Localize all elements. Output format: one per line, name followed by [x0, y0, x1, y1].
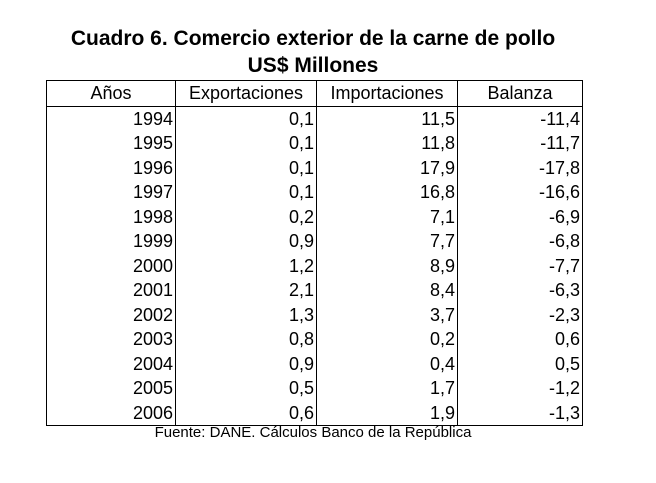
exports-cell: 1,2	[176, 254, 317, 279]
imports-cell: 16,8	[317, 180, 458, 205]
imports-cell: 11,5	[317, 106, 458, 131]
balance-cell: 0,6	[458, 327, 583, 352]
exports-cell: 0,1	[176, 131, 317, 156]
balance-cell: -6,9	[458, 205, 583, 230]
header-row	[47, 81, 583, 107]
exports-cell: 2,1	[176, 278, 317, 303]
trade-table	[46, 80, 583, 426]
table-row	[47, 106, 583, 131]
table-row	[47, 180, 583, 205]
table-row	[47, 401, 583, 426]
year-cell: 2004	[47, 352, 176, 377]
year-cell: 2002	[47, 303, 176, 328]
table-row	[47, 278, 583, 303]
imports-cell: 1,9	[317, 401, 458, 426]
exports-cell: 0,2	[176, 205, 317, 230]
year-cell: 1998	[47, 205, 176, 230]
col-header-years: Años	[47, 81, 176, 107]
balance-cell: -1,2	[458, 376, 583, 401]
table-row	[47, 205, 583, 230]
exports-cell: 0,9	[176, 229, 317, 254]
imports-cell: 7,7	[317, 229, 458, 254]
table-subtitle: US$ Millones	[247, 54, 379, 77]
exports-cell: 1,3	[176, 303, 317, 328]
year-cell: 1997	[47, 180, 176, 205]
balance-cell: -11,7	[458, 131, 583, 156]
table-title: Cuadro 6. Comercio exterior de la carne de pollo	[70, 27, 556, 50]
col-header-imports: Importaciones	[317, 81, 458, 107]
balance-cell: -16,6	[458, 180, 583, 205]
table-row	[47, 254, 583, 279]
exports-cell: 0,6	[176, 401, 317, 426]
balance-cell: -6,8	[458, 229, 583, 254]
imports-cell: 8,9	[317, 254, 458, 279]
year-cell: 1995	[47, 131, 176, 156]
imports-cell: 7,1	[317, 205, 458, 230]
year-cell: 1994	[47, 106, 176, 131]
table-row	[47, 376, 583, 401]
imports-cell: 0,4	[317, 352, 458, 377]
balance-cell: -1,3	[458, 401, 583, 426]
col-header-exports: Exportaciones	[176, 81, 317, 107]
balance-cell: 0,5	[458, 352, 583, 377]
balance-cell: -7,7	[458, 254, 583, 279]
imports-cell: 0,2	[317, 327, 458, 352]
table-row	[47, 229, 583, 254]
imports-cell: 3,7	[317, 303, 458, 328]
table-row	[47, 131, 583, 156]
balance-cell: -17,8	[458, 156, 583, 181]
year-cell: 1999	[47, 229, 176, 254]
exports-cell: 0,1	[176, 180, 317, 205]
exports-cell: 0,8	[176, 327, 317, 352]
table-row	[47, 156, 583, 181]
balance-cell: -6,3	[458, 278, 583, 303]
balance-cell: -11,4	[458, 106, 583, 131]
imports-cell: 1,7	[317, 376, 458, 401]
table-row	[47, 327, 583, 352]
year-cell: 1996	[47, 156, 176, 181]
table-row	[47, 303, 583, 328]
col-header-balance: Balanza	[458, 81, 583, 107]
year-cell: 2003	[47, 327, 176, 352]
imports-cell: 8,4	[317, 278, 458, 303]
year-cell: 2001	[47, 278, 176, 303]
exports-cell: 0,1	[176, 106, 317, 131]
table-row	[47, 352, 583, 377]
exports-cell: 0,9	[176, 352, 317, 377]
exports-cell: 0,1	[176, 156, 317, 181]
imports-cell: 17,9	[317, 156, 458, 181]
source-note: Fuente: DANE. Cálculos Banco de la República	[154, 424, 472, 441]
year-cell: 2006	[47, 401, 176, 426]
year-cell: 2005	[47, 376, 176, 401]
imports-cell: 11,8	[317, 131, 458, 156]
balance-cell: -2,3	[458, 303, 583, 328]
exports-cell: 0,5	[176, 376, 317, 401]
year-cell: 2000	[47, 254, 176, 279]
